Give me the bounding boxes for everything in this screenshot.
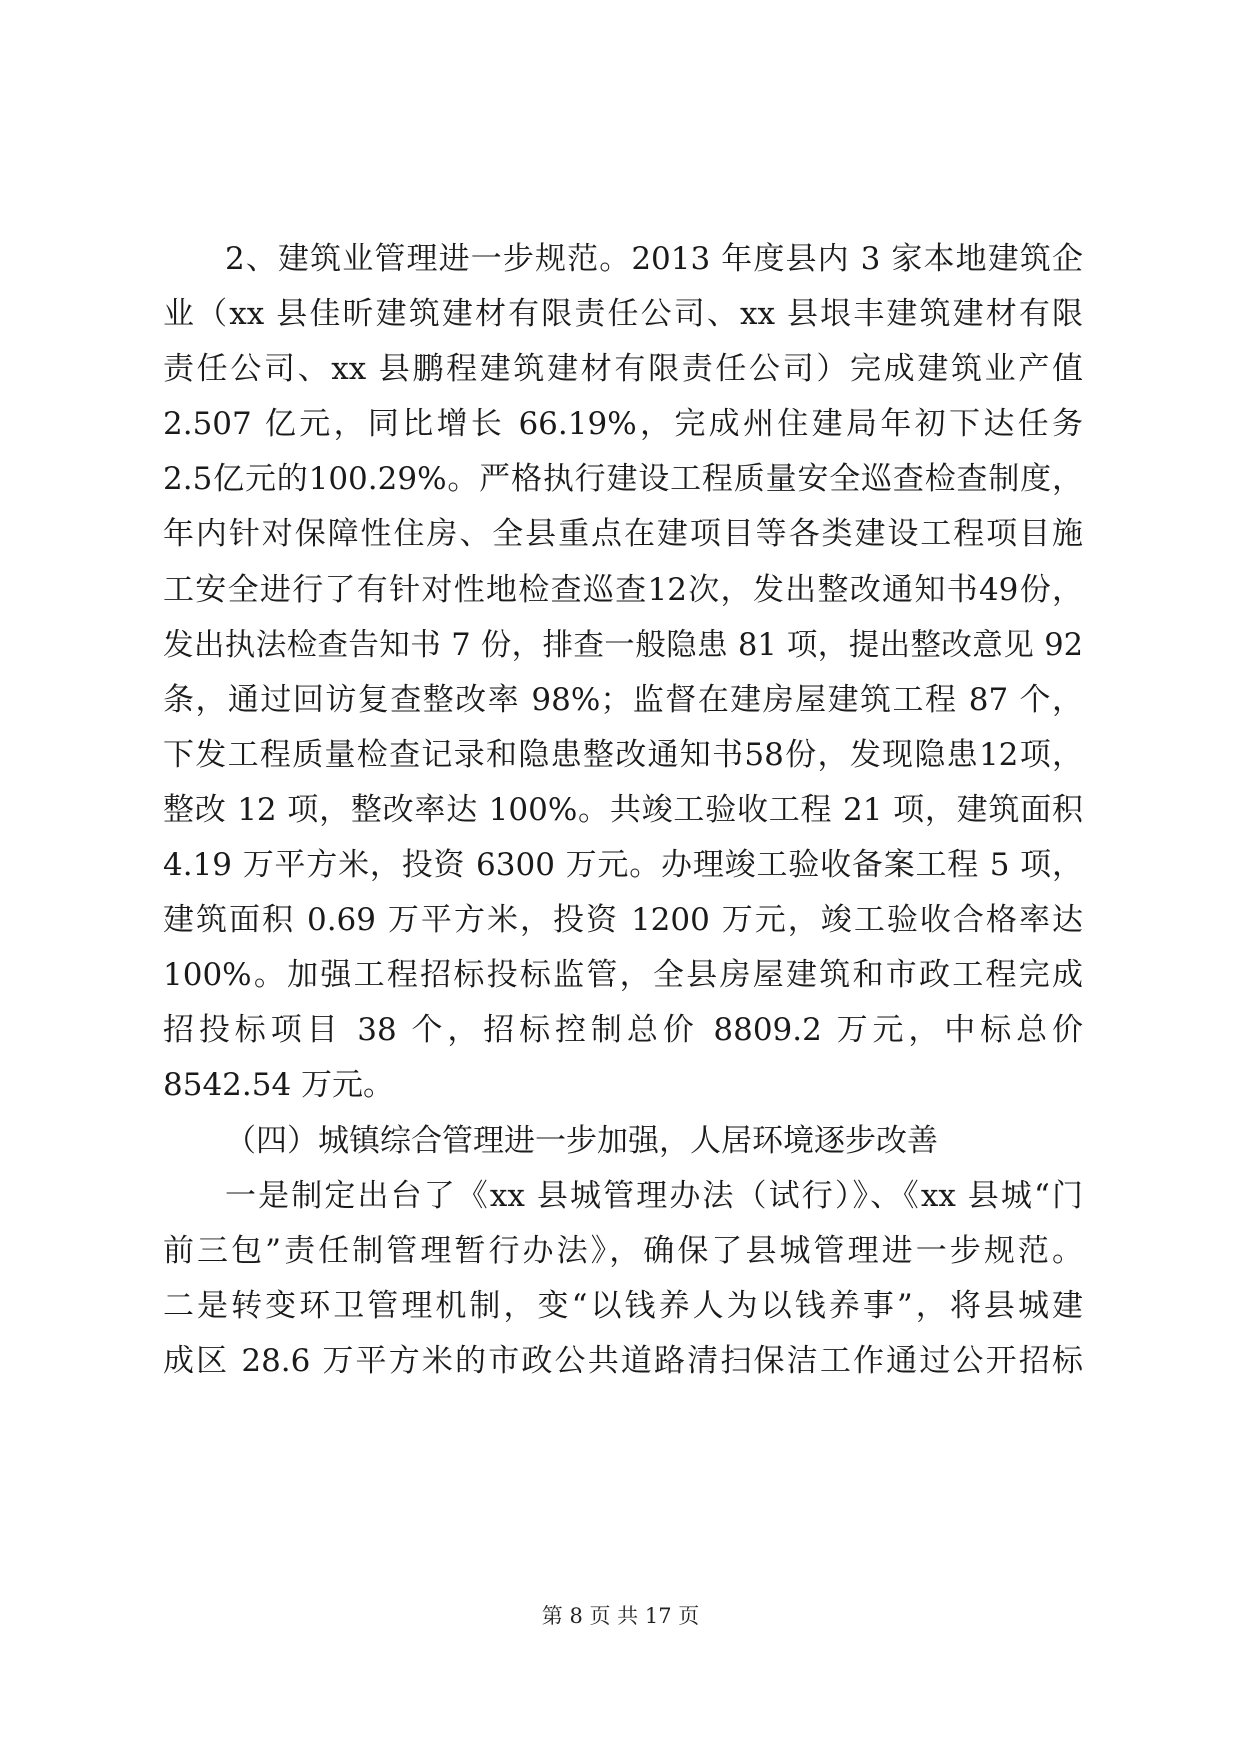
- text-line: 2.5亿元的100.29%。严格执行建设工程质量安全巡查检查制度，: [163, 461, 1083, 498]
- text-line: 条，通过回访复查整改率 98%；监督在建房屋建筑工程 87 个，: [163, 681, 1083, 718]
- text-line: 一是制定出台了《xx 县城管理办法（试行）》、《xx 县城“门: [225, 1177, 1083, 1214]
- text-line: 工安全进行了有针对性地检查巡查12次，发出整改通知书49份，: [163, 571, 1083, 608]
- text-line: 100%。加强工程招标投标监管，全县房屋建筑和市政工程完成: [163, 957, 1083, 994]
- text-line: 建筑面积 0.69 万平方米，投资 1200 万元，竣工验收合格率达: [163, 902, 1083, 939]
- text-line: 责任公司、xx 县鹏程建筑建材有限责任公司）完成建筑业产值: [163, 351, 1083, 388]
- text-line: 成区 28.6 万平方米的市政公共道路清扫保洁工作通过公开招标: [163, 1342, 1083, 1379]
- text-line: 整改 12 项，整改率达 100%。共竣工验收工程 21 项，建筑面积: [163, 791, 1083, 828]
- page-footer: 第 8 页 共 17 页: [541, 1604, 700, 1628]
- text-line: 前三包”责任制管理暂行办法》，确保了县城管理进一步规范。: [163, 1232, 1083, 1269]
- text-line: 2.507 亿元，同比增长 66.19%，完成州住建局年初下达任务: [163, 406, 1083, 443]
- text-line: 业（xx 县佳昕建筑建材有限责任公司、xx 县垠丰建筑建材有限: [163, 296, 1083, 333]
- text-line: 4.19 万平方米，投资 6300 万元。办理竣工验收备案工程 5 项，: [163, 847, 1083, 884]
- text-line: 8542.54 万元。: [163, 1067, 395, 1104]
- text-line: 招投标项目 38 个，招标控制总价 8809.2 万元，中标总价: [163, 1012, 1083, 1049]
- text-line: 年内针对保障性住房、全县重点在建项目等各类建设工程项目施: [163, 516, 1083, 553]
- text-line: 2、建筑业管理进一步规范。2013 年度县内 3 家本地建筑企: [225, 241, 1083, 277]
- text-line: 下发工程质量检查记录和隐患整改通知书58份，发现隐患12项，: [163, 736, 1083, 773]
- text-line: 发出执法检查告知书 7 份，排查一般隐患 81 项，提出整改意见 92: [163, 627, 1083, 663]
- document-body: [163, 232, 1083, 1389]
- text-line: （四）城镇综合管理进一步加强，人居环境逐步改善: [225, 1122, 938, 1159]
- text-line: 二是转变环卫管理机制，变“以钱养人为以钱养事”，将县城建: [163, 1287, 1083, 1324]
